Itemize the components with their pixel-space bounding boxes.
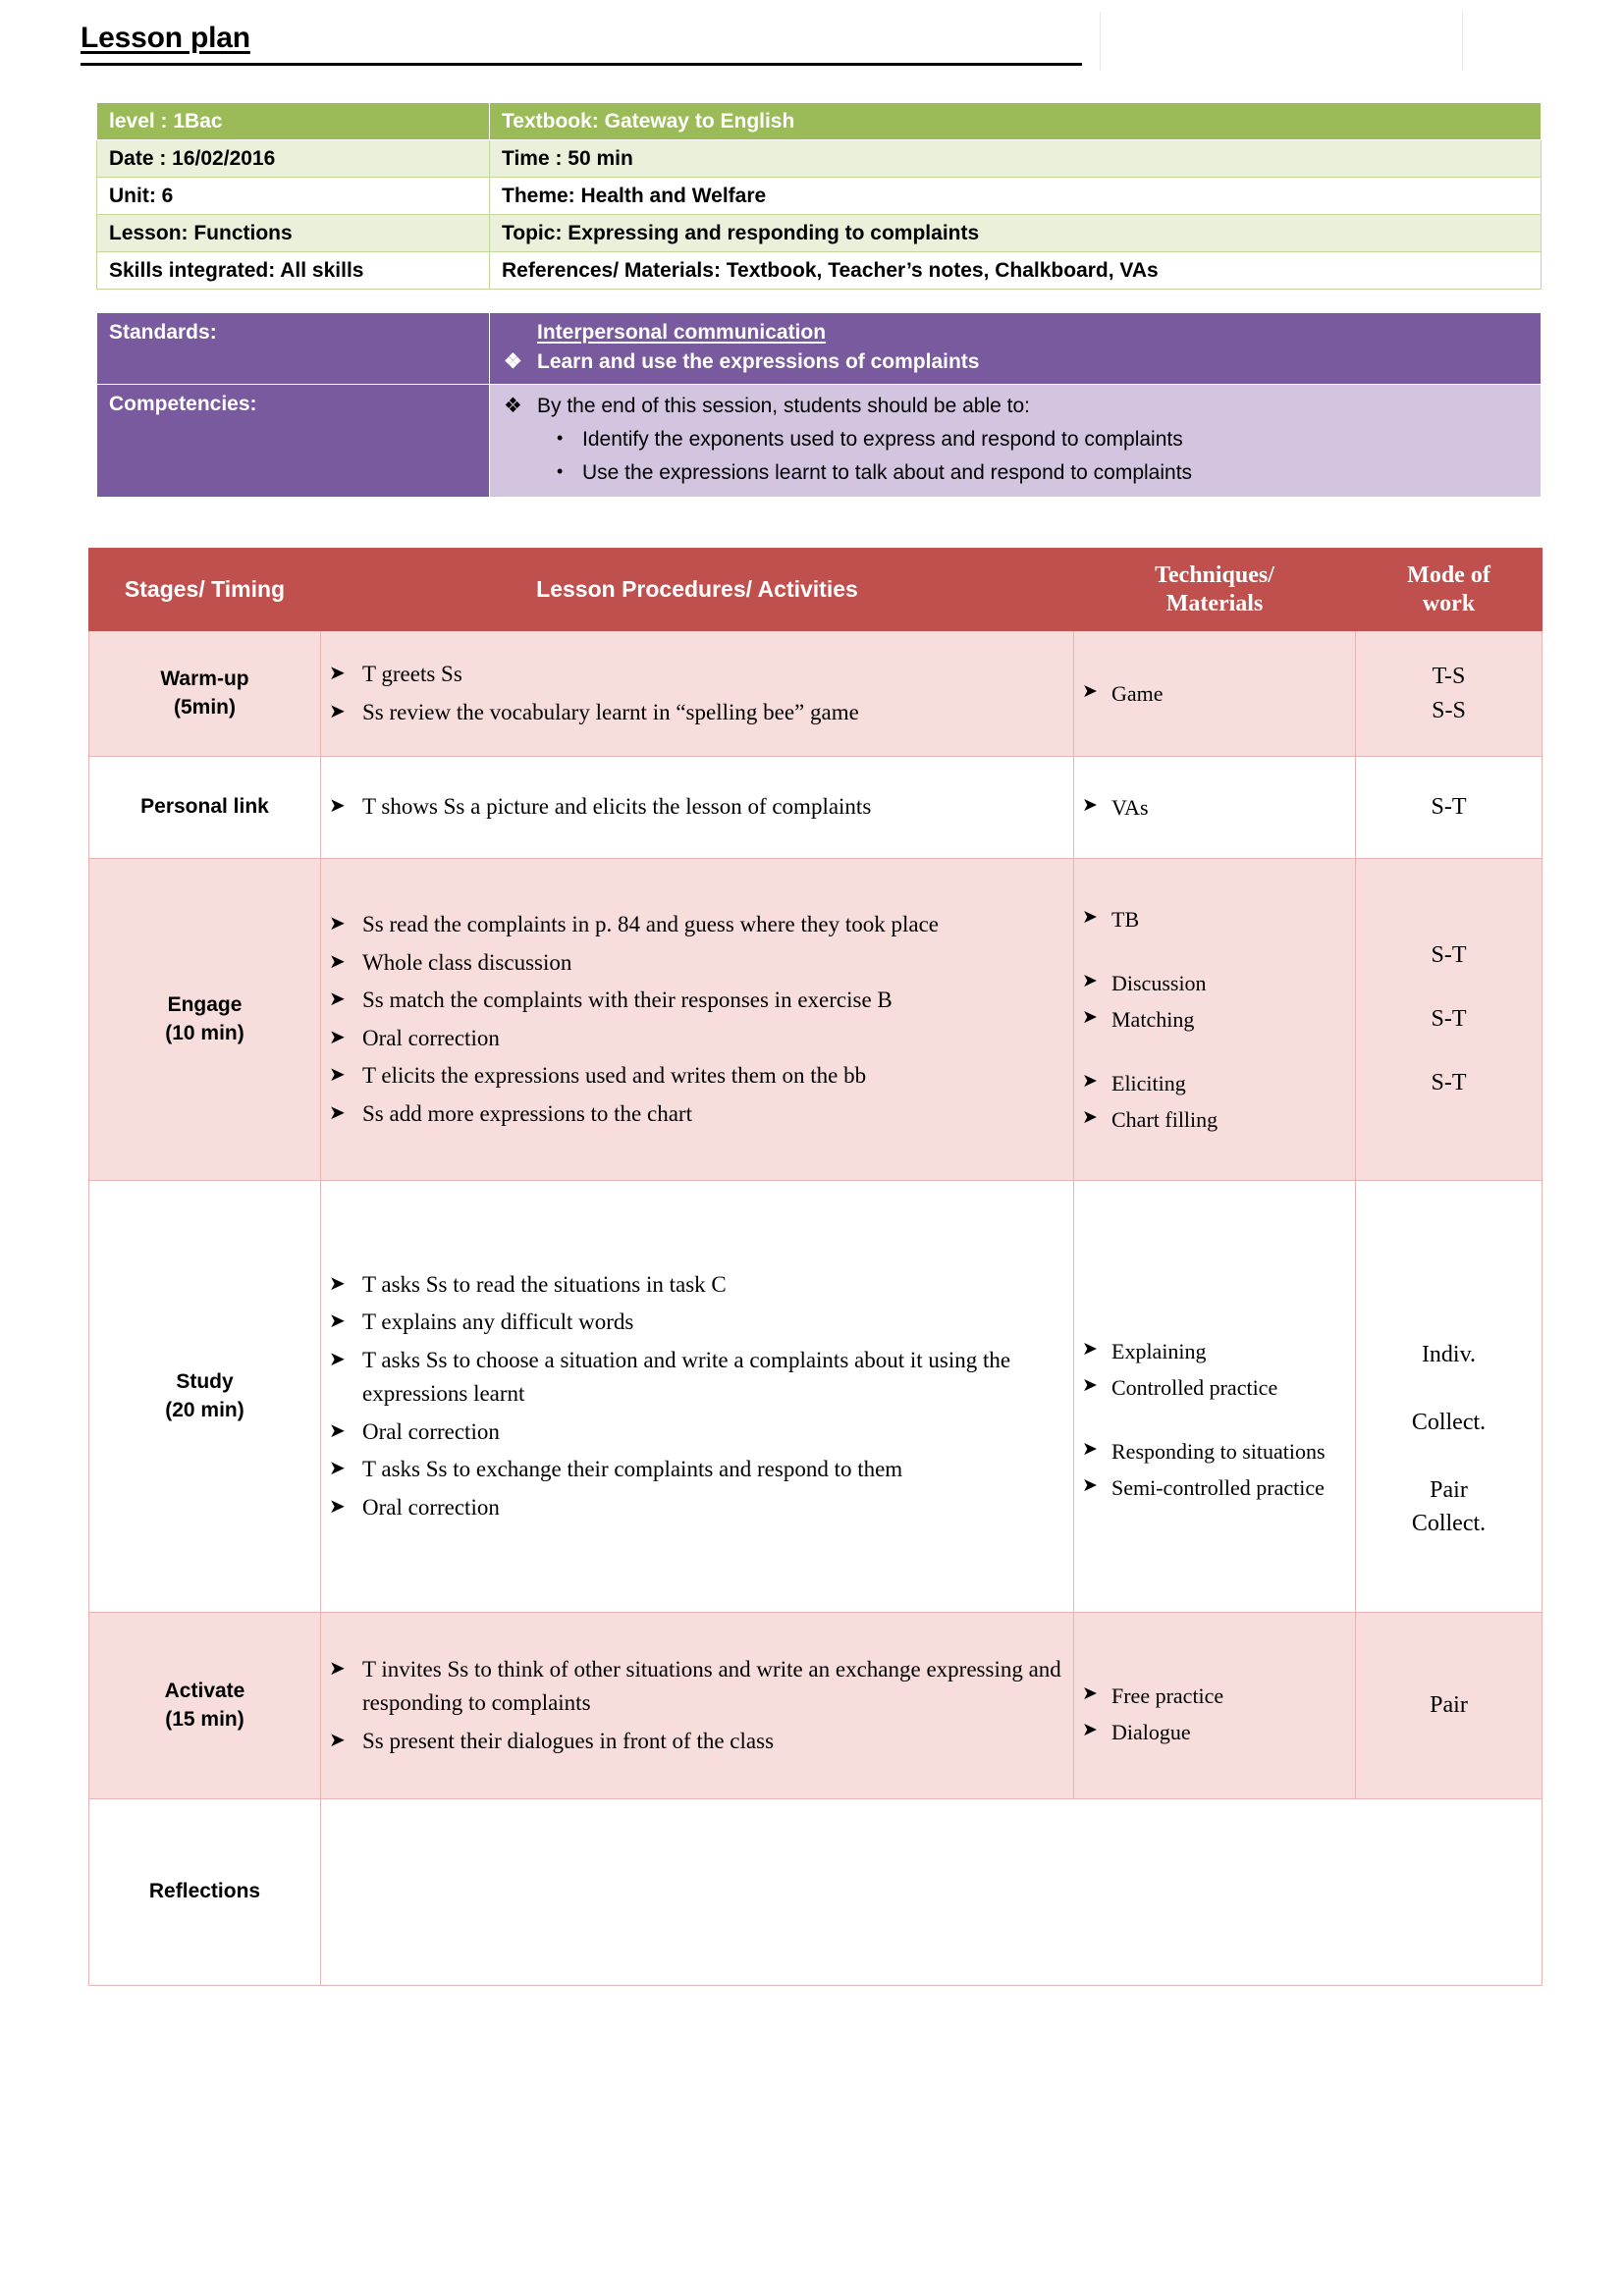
table-row: [97, 385, 1542, 497]
header-mode-of-work: [1356, 549, 1543, 631]
stage-cell-engage: [89, 859, 321, 1181]
technique-text: Semi-controlled practice: [1111, 1474, 1325, 1500]
competencies-intro-text: By the end of this session, students should be able to:: [537, 395, 1030, 418]
table-row-study: [89, 1181, 1543, 1613]
arrow-bullet-icon: ➤: [329, 1026, 346, 1048]
list-item: [502, 425, 1529, 454]
competencies-value-cell: [490, 385, 1542, 497]
header-lesson-procedures: [321, 549, 1074, 631]
header-techniques-line2: Materials: [1165, 590, 1264, 616]
arrow-bullet-icon: ➤: [329, 1657, 346, 1680]
table-row: [97, 215, 1542, 252]
info-date-cell: Date : 16/02/2016: [97, 140, 490, 178]
procedure-text: Ss match the complaints with their responses in exercise B: [362, 988, 893, 1012]
table-row: [97, 140, 1542, 178]
arrow-bullet-icon: ➤: [329, 913, 346, 934]
procedure-list: [329, 906, 1065, 1133]
arrow-bullet-icon: ➤: [1082, 1719, 1098, 1740]
mode-text: Indiv.: [1421, 1341, 1477, 1367]
techniques-cell-engage: [1074, 859, 1356, 1181]
mode-text: S-T: [1431, 794, 1467, 821]
list-item: [329, 982, 1065, 1020]
standards-bullet-text: Learn and use the expressions of complaints: [537, 350, 980, 373]
procedure-text: Ss review the vocabulary learnt in “spelling bee” game: [362, 699, 859, 724]
info-lesson-cell: Lesson: Functions: [97, 215, 490, 252]
list-item: [329, 944, 1065, 983]
mode-cell-warmup: [1356, 631, 1543, 757]
procedure-list: [329, 1266, 1065, 1527]
list-item: [1082, 901, 1347, 937]
procedure-text: Oral correction: [362, 1025, 500, 1050]
arrow-bullet-icon: ➤: [329, 950, 346, 973]
technique-text: Responding to situations: [1111, 1438, 1326, 1464]
header-stages-timing-label: Stages/ Timing: [124, 576, 286, 602]
mode-text: Collect.: [1411, 1409, 1487, 1435]
technique-text: Eliciting: [1111, 1071, 1186, 1095]
procedure-text: T greets Ss: [362, 662, 462, 686]
page-title: Lesson plan: [81, 22, 250, 54]
info-level-cell: level : 1Bac: [97, 103, 490, 140]
header-stages-timing: [89, 549, 321, 631]
procedure-text: Ss present their dialogues in front of the class: [362, 1728, 775, 1753]
standards-heading: Interpersonal communication: [537, 321, 827, 344]
table-row-activate: [89, 1613, 1543, 1799]
arrow-bullet-icon: ➤: [1082, 681, 1098, 702]
arrow-bullet-icon: ➤: [1082, 1438, 1098, 1460]
stage-name: Engage: [167, 993, 243, 1017]
list-item: [502, 458, 1529, 488]
procedure-text: T asks Ss to choose a situation and write a complaints about it using the expressions learnt: [362, 1347, 1011, 1407]
technique-list: [1082, 675, 1347, 712]
procedures-cell-engage: [321, 859, 1074, 1181]
stage-cell-reflections: [89, 1799, 321, 1986]
list-item: [329, 1489, 1065, 1527]
list-item: [1082, 1333, 1347, 1369]
table-row-personal-link: [89, 757, 1543, 859]
list-item: [1082, 965, 1347, 1001]
list-item: [329, 1020, 1065, 1058]
lesson-info-table: [96, 102, 1542, 290]
competency-item-text: Identify the exponents used to express and respond to complaints: [582, 427, 1183, 451]
stage-cell-warmup: [89, 631, 321, 757]
list-item: [329, 906, 1065, 944]
list-item: [329, 1723, 1065, 1761]
list-item: [1082, 1678, 1347, 1714]
list-item: [329, 656, 1065, 694]
techniques-cell-activate: [1074, 1613, 1356, 1799]
mode-text: Pair: [1430, 1476, 1468, 1503]
table-row: [97, 252, 1542, 290]
arrow-bullet-icon: ➤: [1082, 907, 1098, 928]
header-techniques-materials: [1074, 549, 1356, 631]
arrow-bullet-icon: ➤: [329, 1729, 346, 1751]
procedure-text: T explains any difficult words: [362, 1309, 634, 1335]
techniques-cell-personal-link: [1074, 757, 1356, 859]
arrow-bullet-icon: ➤: [1082, 1007, 1098, 1028]
mode-text: S-T: [1431, 942, 1467, 969]
technique-list: [1082, 789, 1347, 826]
technique-text: Matching: [1111, 1007, 1195, 1032]
technique-list: [1082, 1678, 1347, 1750]
arrow-bullet-icon: ➤: [1082, 971, 1098, 991]
header-techniques-line1: Techniques/: [1155, 561, 1274, 588]
arrow-bullet-icon: ➤: [329, 1495, 346, 1518]
procedures-cell-study: [321, 1181, 1074, 1613]
list-item: [329, 1095, 1065, 1134]
dot-bullet-icon: •: [557, 461, 564, 482]
info-time-cell: Time : 50 min: [490, 140, 1542, 178]
technique-list: [1082, 901, 1347, 1138]
mode-cell-personal-link: [1356, 757, 1543, 859]
technique-text: Dialogue: [1111, 1719, 1191, 1744]
stage-time: (20 min): [165, 1398, 244, 1421]
info-textbook-cell: Textbook: Gateway to English: [490, 103, 1542, 140]
table-row-engage: [89, 859, 1543, 1181]
stage-name: Reflections: [148, 1880, 261, 1903]
dot-bullet-icon: •: [557, 427, 564, 448]
procedures-cell-personal-link: [321, 757, 1074, 859]
procedure-text: Oral correction: [362, 1418, 500, 1444]
technique-text: Chart filling: [1111, 1107, 1218, 1132]
technique-text: Free practice: [1111, 1682, 1224, 1708]
mode-cell-engage: [1356, 859, 1543, 1181]
arrow-bullet-icon: ➤: [329, 663, 346, 684]
procedure-text: Ss read the complaints in p. 84 and guess where they took place: [362, 912, 939, 936]
procedure-text: T elicits the expressions used and writes them on the bb: [362, 1063, 867, 1088]
arrow-bullet-icon: ➤: [1082, 1374, 1098, 1396]
list-item: [329, 1057, 1065, 1095]
list-item: [329, 1342, 1065, 1414]
arrow-bullet-icon: ➤: [1082, 1682, 1098, 1704]
stage-name: Study: [176, 1370, 234, 1394]
procedure-text: Oral correction: [362, 1494, 500, 1520]
table-row-reflections: [89, 1799, 1543, 1986]
competency-item-text: Use the expressions learnt to talk about and respond to complaints: [582, 461, 1193, 485]
techniques-cell-warmup: [1074, 631, 1356, 757]
arrow-bullet-icon: ➤: [1082, 1107, 1098, 1128]
mode-cell-study: [1356, 1181, 1543, 1613]
list-item: [1082, 1433, 1347, 1469]
list-item: [1082, 1101, 1347, 1138]
stage-name: Warm-up: [160, 667, 249, 691]
stage-cell-activate: [89, 1613, 321, 1799]
lesson-procedures-table: [88, 548, 1543, 1986]
procedure-list: [329, 1651, 1065, 1761]
procedure-text: T asks Ss to exchange their complaints and respond to them: [362, 1457, 903, 1482]
procedure-list: [329, 656, 1065, 731]
procedures-cell-activate: [321, 1613, 1074, 1799]
standards-value-cell: [490, 313, 1542, 385]
arrow-bullet-icon: ➤: [329, 700, 346, 722]
stage-cell-study: [89, 1181, 321, 1613]
diamond-bullet-icon: ❖: [504, 395, 522, 418]
table-row-warmup: [89, 631, 1543, 757]
info-theme-cell: Theme: Health and Welfare: [490, 178, 1542, 215]
header-mode-line1: Mode of: [1407, 561, 1490, 588]
mode-text: S-T: [1431, 1069, 1467, 1095]
arrow-bullet-icon: ➤: [329, 988, 346, 1010]
arrow-bullet-icon: ➤: [1082, 795, 1098, 816]
title-underline-rule: [81, 63, 1082, 66]
procedure-text: T invites Ss to think of other situations and write an exchange expressing and responding to complaints: [362, 1656, 1061, 1716]
stage-time: (15 min): [165, 1707, 244, 1731]
table-header-row: [89, 549, 1543, 631]
technique-text: Game: [1111, 681, 1164, 706]
arrow-bullet-icon: ➤: [329, 1458, 346, 1480]
procedures-cell-warmup: [321, 631, 1074, 757]
list-item: [329, 1304, 1065, 1342]
stage-cell-personal-link: [89, 757, 321, 859]
arrow-bullet-icon: ➤: [329, 1310, 346, 1333]
list-item: [329, 694, 1065, 732]
technique-list: [1082, 1333, 1347, 1506]
header-right-placeholder-box: [1100, 12, 1463, 71]
arrow-bullet-icon: ➤: [1082, 1474, 1098, 1496]
standards-bullet: [502, 348, 1529, 376]
stage-name: Activate: [164, 1680, 245, 1703]
info-topic-cell: Topic: Expressing and responding to complaints: [490, 215, 1542, 252]
technique-text: Controlled practice: [1111, 1374, 1278, 1400]
list-item: [1082, 1469, 1347, 1506]
technique-text: Discussion: [1111, 971, 1207, 995]
techniques-cell-study: [1074, 1181, 1356, 1613]
page-title-wrapper: [81, 22, 1092, 54]
mode-text: S-S: [1432, 697, 1466, 723]
stage-time: (5min): [174, 695, 236, 719]
mode-cell-activate: [1356, 1613, 1543, 1799]
stage-name: Personal link: [140, 795, 269, 819]
header-mode-line2: work: [1422, 590, 1476, 616]
arrow-bullet-icon: ➤: [1082, 1071, 1098, 1092]
list-item: [329, 1451, 1065, 1489]
info-skills-cell: Skills integrated: All skills: [97, 252, 490, 290]
standards-label: Standards:: [97, 313, 490, 385]
arrow-bullet-icon: ➤: [329, 795, 346, 818]
arrow-bullet-icon: ➤: [329, 1272, 346, 1295]
list-item: [1082, 675, 1347, 712]
stage-time: (10 min): [165, 1021, 244, 1044]
competencies-intro-line: [502, 393, 1529, 420]
table-row: [97, 313, 1542, 385]
arrow-bullet-icon: ➤: [329, 1064, 346, 1086]
procedure-text: Whole class discussion: [362, 949, 572, 975]
info-references-cell: References/ Materials: Textbook, Teacher’s notes, Chalkboard, VAs: [490, 252, 1542, 290]
mode-text: T-S: [1432, 663, 1466, 689]
mode-text: S-T: [1431, 1006, 1467, 1033]
arrow-bullet-icon: ➤: [329, 1348, 346, 1370]
list-item: [329, 1266, 1065, 1305]
info-unit-cell: Unit: 6: [97, 178, 490, 215]
list-item: [329, 788, 1065, 827]
standards-competencies-table: [96, 312, 1542, 498]
competencies-label: Competencies:: [97, 385, 490, 497]
list-item: [1082, 789, 1347, 826]
list-item: [329, 1414, 1065, 1452]
list-item: [329, 1651, 1065, 1723]
arrow-bullet-icon: ➤: [1082, 1338, 1098, 1360]
technique-text: VAs: [1111, 795, 1149, 820]
mode-text: Pair: [1430, 1692, 1468, 1719]
arrow-bullet-icon: ➤: [329, 1101, 346, 1124]
procedure-text: Ss add more expressions to the chart: [362, 1100, 692, 1126]
list-item: [1082, 1001, 1347, 1038]
list-item: [1082, 1714, 1347, 1750]
list-item: [1082, 1065, 1347, 1101]
procedure-text: T asks Ss to read the situations in task C: [362, 1271, 727, 1297]
procedure-list: [329, 788, 1065, 827]
table-row: [97, 178, 1542, 215]
mode-text: Collect.: [1411, 1511, 1487, 1537]
header-lesson-procedures-label: Lesson Procedures/ Activities: [536, 576, 858, 602]
list-item: [1082, 1369, 1347, 1406]
diamond-bullet-icon: ❖: [504, 350, 522, 373]
table-row: [97, 103, 1542, 140]
technique-text: TB: [1111, 907, 1140, 932]
arrow-bullet-icon: ➤: [329, 1419, 346, 1442]
competencies-list: [502, 425, 1529, 489]
reflections-empty-area[interactable]: [321, 1799, 1543, 1986]
technique-text: Explaining: [1111, 1338, 1207, 1363]
procedure-text: T shows Ss a picture and elicits the lesson of complaints: [362, 794, 872, 820]
